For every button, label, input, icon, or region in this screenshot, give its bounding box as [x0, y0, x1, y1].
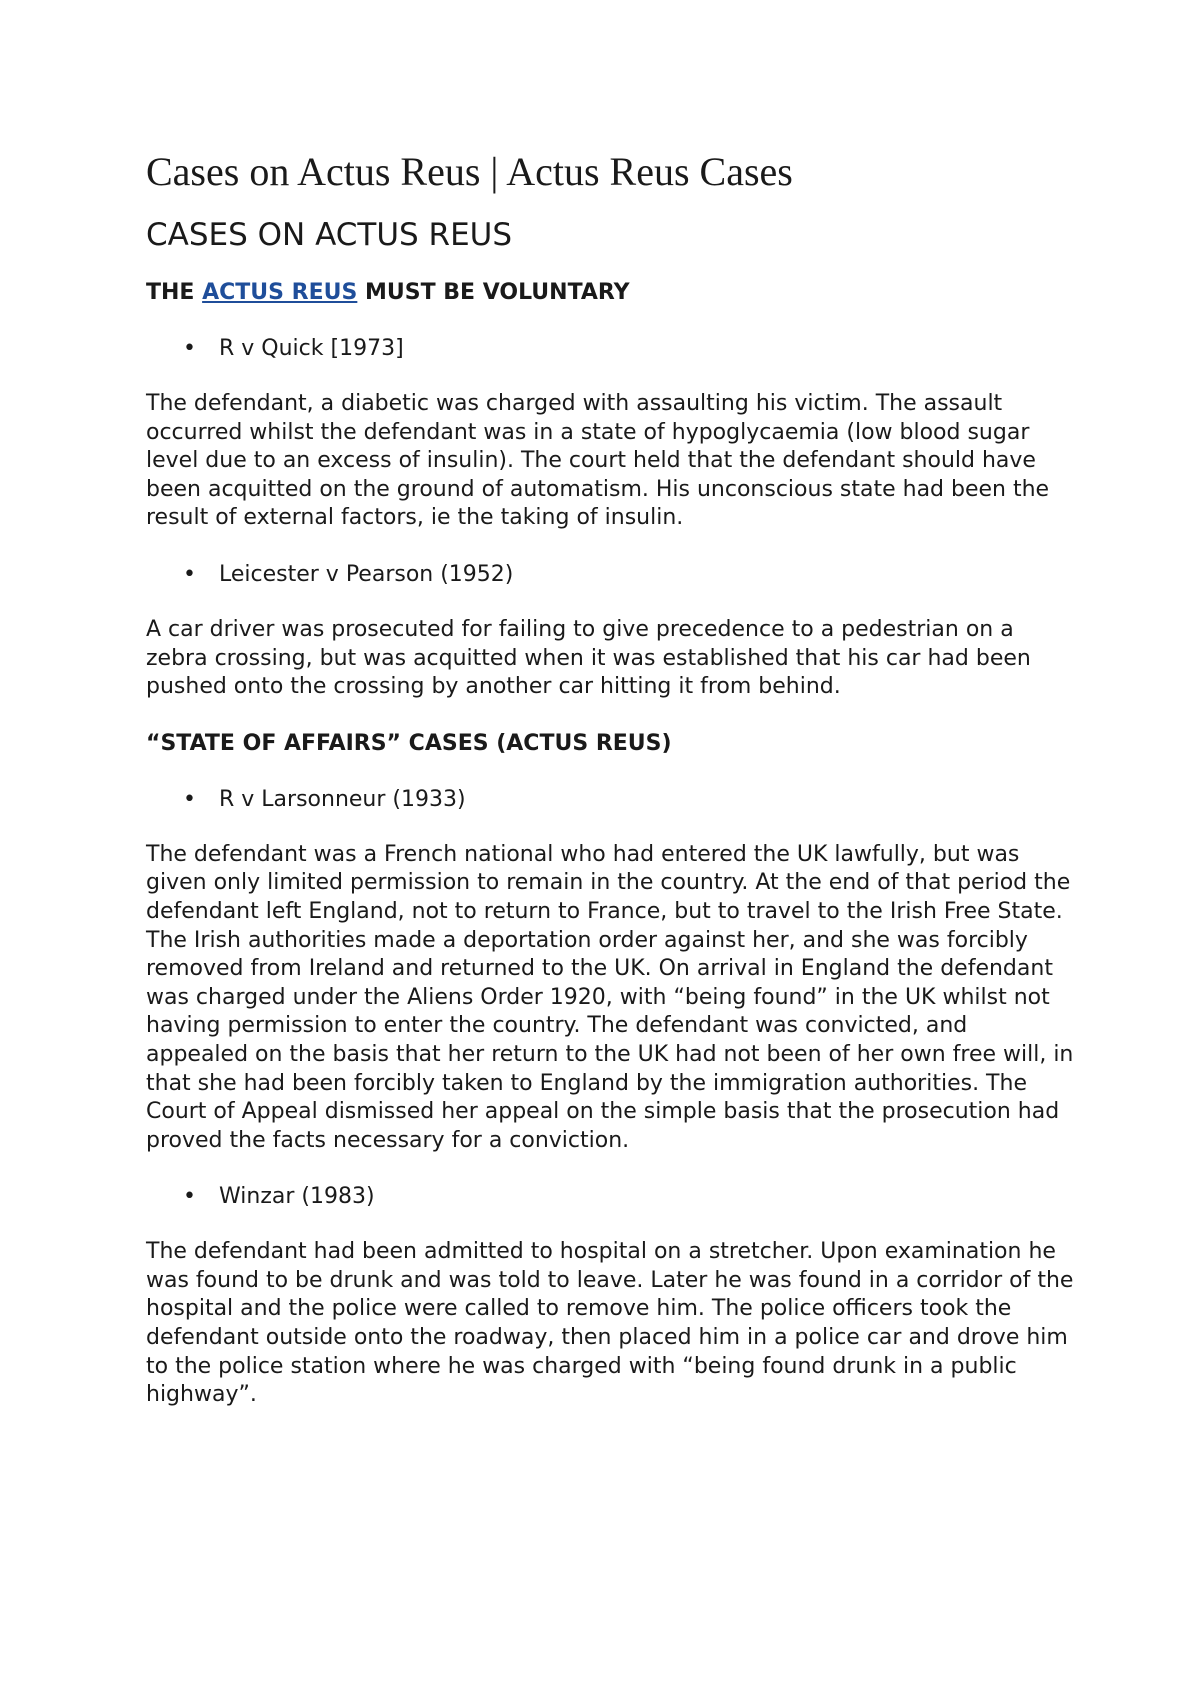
bullet-icon: •: [183, 561, 196, 587]
case-name: R v Quick [1973]: [219, 336, 404, 361]
case-description: A car driver was prosecuted for failing to give precedence to a pedestrian on a zebra crossing, but was acquitted when it was established that his car had been pushed onto the crossing by another car hitting it from behind.: [146, 616, 1031, 700]
actus-reus-link[interactable]: ACTUS REUS: [202, 280, 358, 305]
page-title: Cases on Actus Reus | Actus Reus Cases: [146, 149, 793, 194]
list-item: [146, 335, 1076, 363]
bullet-icon: •: [183, 786, 196, 812]
section-heading-voluntary: [146, 279, 1076, 307]
bullet-icon: •: [183, 1184, 196, 1210]
case-description: The defendant had been admitted to hospital on a stretcher. Upon examination he was found to be drunk and was told to leave. Later he was found in a corridor of the hospital and the police were called to remove him. The police officers took the defendant outside onto the roadway, then placed him in a police car and drove him to the police station where he was charged with “being found drunk in a public highway”.: [146, 1239, 1074, 1408]
case-name: Winzar (1983): [219, 1184, 375, 1210]
section-heading-state-of-affairs: “STATE OF AFFAIRS” CASES (ACTUS REUS): [146, 730, 672, 756]
heading-suffix: MUST BE VOLUNTARY: [357, 280, 630, 305]
heading-prefix: THE: [146, 280, 203, 305]
page-subtitle: CASES ON ACTUS REUS: [146, 217, 513, 253]
document-page: [146, 148, 1076, 1438]
case-list: [146, 335, 1076, 363]
case-name: Leicester v Pearson (1952): [219, 561, 514, 587]
list-item: [146, 561, 1076, 589]
case-list: [146, 786, 1076, 814]
case-list: [146, 561, 1076, 589]
case-description: The defendant was a French national who had entered the UK lawfully, but was given only limited permission to remain in the country. At the end of that period the defendant left England, not to return to France, but to travel to the Irish Free State. The Irish authorities made a deportation order against her, and she was forcibly removed from Ireland and returned to the UK. On arrival in England the defendant was charged under the Aliens Order 1920, with “being found” in the UK whilst not having permission to enter the country. The defendant was convicted, and appealed on the basis that her return to the UK had not been of her own free will, in that she had been forcibly taken to England by the immigration authorities. The Court of Appeal dismissed her appeal on the simple basis that the prosecution had proved the facts necessary for a conviction.: [146, 841, 1074, 1153]
case-list: [146, 1183, 1076, 1211]
case-description: The defendant, a diabetic was charged with assaulting his victim. The assault occurred whilst the defendant was in a state of hypoglycaemia (low blood sugar level due to an excess of insulin). The court held that the defendant should have been acquitted on the ground of automatism. His unconscious state had been the result of external factors, ie the taking of insulin.: [146, 391, 1050, 531]
bullet-icon: •: [183, 336, 196, 361]
list-item: [146, 786, 1076, 814]
list-item: [146, 1183, 1076, 1211]
case-name: R v Larsonneur (1933): [219, 786, 466, 812]
